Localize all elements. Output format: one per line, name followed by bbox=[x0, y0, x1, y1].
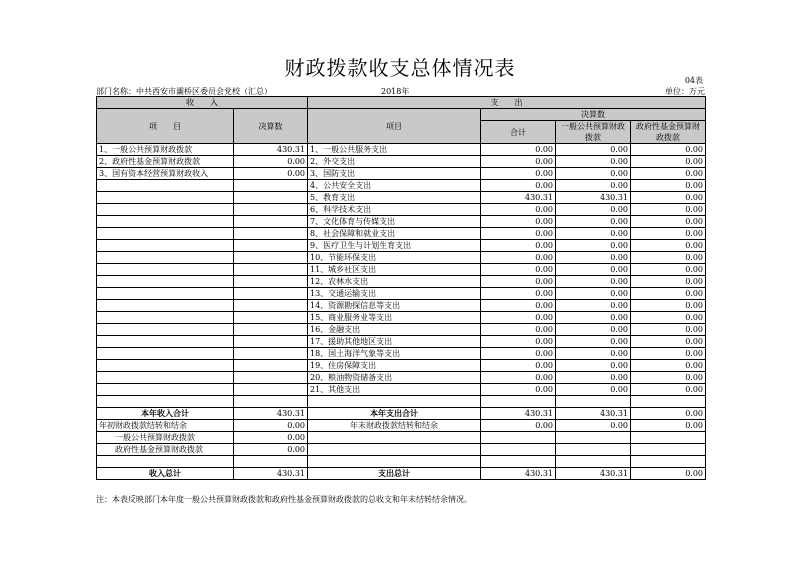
empty-cell bbox=[556, 396, 631, 408]
expenditure-general-value: 0.00 bbox=[556, 252, 631, 264]
expenditure-total-value: 0.00 bbox=[481, 336, 556, 348]
table-row bbox=[97, 252, 706, 264]
empty-cell bbox=[556, 456, 631, 468]
expenditure-total-value: 0.00 bbox=[481, 300, 556, 312]
general-budget-header: 一般公共预算财政拨款 bbox=[556, 121, 631, 144]
income-item-label bbox=[97, 192, 234, 204]
income-item-value bbox=[234, 276, 308, 288]
expenditure-fund-value: 0.00 bbox=[631, 276, 706, 288]
empty-cell bbox=[631, 456, 706, 468]
beginning-sub-label: 政府性基金预算财政拨款 bbox=[97, 444, 234, 456]
empty-cell bbox=[556, 432, 631, 444]
income-item-header: 项 目 bbox=[97, 109, 234, 144]
empty-cell bbox=[481, 396, 556, 408]
beginning-sub-row bbox=[97, 444, 706, 456]
expenditure-total-value: 0.00 bbox=[481, 372, 556, 384]
table-row bbox=[97, 312, 706, 324]
income-item-value: 0.00 bbox=[234, 156, 308, 168]
income-item-label bbox=[97, 228, 234, 240]
expenditure-total-value: 0.00 bbox=[481, 156, 556, 168]
footnote: 注：本表反映部门本年度一般公共预算财政拨款和政府性基金预算财政拨款的总收支和年末结转结余情况。 bbox=[96, 495, 472, 504]
expenditure-fund-value: 0.00 bbox=[631, 348, 706, 360]
empty-cell bbox=[556, 444, 631, 456]
income-item-label bbox=[97, 288, 234, 300]
expenditure-fund-value: 0.00 bbox=[631, 312, 706, 324]
report-year: 2018年 bbox=[381, 87, 410, 96]
table-row bbox=[97, 300, 706, 312]
expenditure-item-label: 20、粮油物资储备支出 bbox=[308, 372, 481, 384]
income-item-value bbox=[234, 336, 308, 348]
ending-balance-general: 0.00 bbox=[556, 420, 631, 432]
exp-grand-total-value: 430.31 bbox=[481, 468, 556, 480]
expenditure-general-value: 0.00 bbox=[556, 180, 631, 192]
income-item-label bbox=[97, 324, 234, 336]
expenditure-item-label: 4、公共安全支出 bbox=[308, 180, 481, 192]
empty-cell bbox=[308, 456, 481, 468]
expenditure-total-value: 0.00 bbox=[481, 228, 556, 240]
income-item-label: 3、国有资本经营预算财政收入 bbox=[97, 168, 234, 180]
table-row bbox=[97, 372, 706, 384]
expenditure-general-value: 0.00 bbox=[556, 324, 631, 336]
income-item-value bbox=[234, 372, 308, 384]
table-row bbox=[97, 348, 706, 360]
expenditure-general-value: 0.00 bbox=[556, 372, 631, 384]
expenditure-fund-value: 0.00 bbox=[631, 324, 706, 336]
expenditure-general-value: 0.00 bbox=[556, 228, 631, 240]
table-row bbox=[97, 192, 706, 204]
table-row bbox=[97, 288, 706, 300]
expenditure-item-label: 12、农林水支出 bbox=[308, 276, 481, 288]
income-item-value bbox=[234, 384, 308, 396]
beginning-balance-label: 年初财政拨款结转和结余 bbox=[97, 420, 234, 432]
expenditure-total-value: 0.00 bbox=[481, 168, 556, 180]
income-item-label bbox=[97, 300, 234, 312]
income-item-value bbox=[234, 252, 308, 264]
expenditure-general-value: 0.00 bbox=[556, 264, 631, 276]
income-item-value bbox=[234, 216, 308, 228]
balance-row bbox=[97, 420, 706, 432]
page-title: 财政拨款收支总体情况表 bbox=[284, 56, 516, 80]
table-row bbox=[97, 336, 706, 348]
table-row bbox=[97, 156, 706, 168]
expenditure-general-value: 0.00 bbox=[556, 144, 631, 156]
income-item-value bbox=[234, 228, 308, 240]
expenditure-total-value: 0.00 bbox=[481, 264, 556, 276]
annual-total-row bbox=[97, 408, 706, 420]
table-row bbox=[97, 216, 706, 228]
expenditure-item-label: 8、社会保障和就业支出 bbox=[308, 228, 481, 240]
expenditure-fund-value: 0.00 bbox=[631, 204, 706, 216]
expenditure-general-value: 0.00 bbox=[556, 216, 631, 228]
expenditure-fund-value: 0.00 bbox=[631, 192, 706, 204]
empty-cell bbox=[234, 456, 308, 468]
income-item-label bbox=[97, 360, 234, 372]
expenditure-item-label: 16、金融支出 bbox=[308, 324, 481, 336]
expenditure-fund-value: 0.00 bbox=[631, 384, 706, 396]
meta-row bbox=[96, 84, 705, 96]
income-item-label bbox=[97, 384, 234, 396]
expenditure-total-value: 0.00 bbox=[481, 240, 556, 252]
empty-cell bbox=[631, 432, 706, 444]
expenditure-general-value: 0.00 bbox=[556, 360, 631, 372]
expenditure-fund-value: 0.00 bbox=[631, 372, 706, 384]
expenditure-item-label: 14、资源勘探信息等支出 bbox=[308, 300, 481, 312]
expenditure-fund-value: 0.00 bbox=[631, 168, 706, 180]
exp-grand-total-label: 支出总计 bbox=[308, 468, 481, 480]
table-row bbox=[97, 240, 706, 252]
expenditure-total-value: 0.00 bbox=[481, 312, 556, 324]
expenditure-fund-value: 0.00 bbox=[631, 288, 706, 300]
income-item-value bbox=[234, 192, 308, 204]
expenditure-total-value: 0.00 bbox=[481, 324, 556, 336]
empty-cell bbox=[234, 396, 308, 408]
fiscal-table bbox=[96, 96, 706, 480]
exp-grand-fund-value: 0.00 bbox=[631, 468, 706, 480]
beginning-sub-value: 0.00 bbox=[234, 432, 308, 444]
expenditure-general-value: 0.00 bbox=[556, 276, 631, 288]
expenditure-total-value: 0.00 bbox=[481, 384, 556, 396]
expenditure-section-header: 支 出 bbox=[308, 97, 706, 109]
ending-balance-total: 0.00 bbox=[481, 420, 556, 432]
expenditure-item-header: 项目 bbox=[308, 109, 481, 144]
income-item-value bbox=[234, 288, 308, 300]
expenditure-general-value: 0.00 bbox=[556, 312, 631, 324]
table-row bbox=[97, 276, 706, 288]
empty-cell bbox=[631, 396, 706, 408]
income-item-value bbox=[234, 240, 308, 252]
expenditure-fund-value: 0.00 bbox=[631, 144, 706, 156]
table-row bbox=[97, 384, 706, 396]
table-row bbox=[97, 228, 706, 240]
expenditure-amount-header: 决算数 bbox=[481, 109, 706, 121]
expenditure-general-value: 0.00 bbox=[556, 156, 631, 168]
income-item-value bbox=[234, 204, 308, 216]
income-item-label bbox=[97, 204, 234, 216]
expenditure-fund-value: 0.00 bbox=[631, 264, 706, 276]
empty-cell bbox=[481, 444, 556, 456]
expenditure-general-value: 0.00 bbox=[556, 288, 631, 300]
expenditure-fund-value: 0.00 bbox=[631, 156, 706, 168]
form-number: 04表 bbox=[684, 76, 703, 85]
expenditure-item-label: 13、交通运输支出 bbox=[308, 288, 481, 300]
annual-exp-total-value: 430.31 bbox=[481, 408, 556, 420]
expenditure-item-label: 7、文化体育与传媒支出 bbox=[308, 216, 481, 228]
expenditure-total-value: 0.00 bbox=[481, 288, 556, 300]
income-item-value bbox=[234, 180, 308, 192]
expenditure-total-value: 430.31 bbox=[481, 192, 556, 204]
section-header-row bbox=[97, 97, 706, 109]
annual-exp-general-value: 430.31 bbox=[556, 408, 631, 420]
ending-balance-label: 年末财政拨款结转和结余 bbox=[308, 420, 481, 432]
expenditure-total-value: 0.00 bbox=[481, 180, 556, 192]
income-item-label bbox=[97, 216, 234, 228]
expenditure-general-value: 0.00 bbox=[556, 240, 631, 252]
expenditure-total-value: 0.00 bbox=[481, 216, 556, 228]
beginning-sub-value: 0.00 bbox=[234, 444, 308, 456]
empty-cell bbox=[97, 456, 234, 468]
income-item-label bbox=[97, 348, 234, 360]
expenditure-fund-value: 0.00 bbox=[631, 240, 706, 252]
expenditure-general-value: 0.00 bbox=[556, 168, 631, 180]
income-item-label bbox=[97, 180, 234, 192]
income-section-header: 收 入 bbox=[97, 97, 308, 109]
empty-cell bbox=[481, 456, 556, 468]
income-item-value bbox=[234, 312, 308, 324]
expenditure-general-value: 0.00 bbox=[556, 348, 631, 360]
empty-cell bbox=[97, 396, 234, 408]
expenditure-total-value: 0.00 bbox=[481, 276, 556, 288]
expenditure-general-value: 0.00 bbox=[556, 336, 631, 348]
income-item-label bbox=[97, 372, 234, 384]
expenditure-fund-value: 0.00 bbox=[631, 180, 706, 192]
empty-cell bbox=[631, 444, 706, 456]
income-item-label bbox=[97, 264, 234, 276]
column-header-row bbox=[97, 109, 706, 121]
table-row bbox=[97, 264, 706, 276]
expenditure-total-value: 0.00 bbox=[481, 144, 556, 156]
expenditure-general-value: 0.00 bbox=[556, 300, 631, 312]
income-item-value: 430.31 bbox=[234, 144, 308, 156]
unit-label: 单位：万元 bbox=[665, 87, 705, 96]
empty-cell bbox=[308, 432, 481, 444]
expenditure-fund-value: 0.00 bbox=[631, 336, 706, 348]
spacer-row bbox=[97, 396, 706, 408]
expenditure-item-label: 11、城乡社区支出 bbox=[308, 264, 481, 276]
income-grand-total-label: 收入总计 bbox=[97, 468, 234, 480]
table-row bbox=[97, 144, 706, 156]
expenditure-general-value: 0.00 bbox=[556, 384, 631, 396]
income-amount-header: 决算数 bbox=[234, 109, 308, 144]
expenditure-total-value: 0.00 bbox=[481, 252, 556, 264]
income-grand-total-value: 430.31 bbox=[234, 468, 308, 480]
expenditure-item-label: 1、一般公共服务支出 bbox=[308, 144, 481, 156]
empty-cell bbox=[308, 444, 481, 456]
expenditure-fund-value: 0.00 bbox=[631, 228, 706, 240]
exp-grand-general-value: 430.31 bbox=[556, 468, 631, 480]
income-item-label bbox=[97, 336, 234, 348]
income-item-value bbox=[234, 360, 308, 372]
beginning-sub-row bbox=[97, 432, 706, 444]
annual-exp-total-label: 本年支出合计 bbox=[308, 408, 481, 420]
ending-balance-fund: 0.00 bbox=[631, 420, 706, 432]
expenditure-total-value: 0.00 bbox=[481, 360, 556, 372]
expenditure-total-value: 0.00 bbox=[481, 204, 556, 216]
expenditure-item-label: 6、科学技术支出 bbox=[308, 204, 481, 216]
expenditure-item-label: 2、外交支出 bbox=[308, 156, 481, 168]
total-header: 合计 bbox=[481, 121, 556, 144]
expenditure-item-label: 19、住房保障支出 bbox=[308, 360, 481, 372]
empty-cell bbox=[481, 432, 556, 444]
annual-exp-fund-value: 0.00 bbox=[631, 408, 706, 420]
grand-total-row bbox=[97, 468, 706, 480]
empty-cell bbox=[308, 396, 481, 408]
income-item-value bbox=[234, 324, 308, 336]
expenditure-item-label: 9、医疗卫生与计划生育支出 bbox=[308, 240, 481, 252]
income-item-label bbox=[97, 276, 234, 288]
expenditure-fund-value: 0.00 bbox=[631, 300, 706, 312]
table-row bbox=[97, 168, 706, 180]
department-name: 部门名称：中共西安市灞桥区委员会党校（汇总） bbox=[96, 87, 272, 96]
expenditure-fund-value: 0.00 bbox=[631, 252, 706, 264]
expenditure-item-label: 21、其他支出 bbox=[308, 384, 481, 396]
expenditure-general-value: 430.31 bbox=[556, 192, 631, 204]
income-item-value bbox=[234, 348, 308, 360]
expenditure-item-label: 5、教育支出 bbox=[308, 192, 481, 204]
table-row bbox=[97, 180, 706, 192]
expenditure-fund-value: 0.00 bbox=[631, 360, 706, 372]
expenditure-item-label: 3、国防支出 bbox=[308, 168, 481, 180]
table-row bbox=[97, 360, 706, 372]
expenditure-general-value: 0.00 bbox=[556, 204, 631, 216]
income-item-value bbox=[234, 264, 308, 276]
beginning-sub-label: 一般公共预算财政拨款 bbox=[97, 432, 234, 444]
income-item-label: 2、政府性基金预算财政拨款 bbox=[97, 156, 234, 168]
income-item-label: 1、一般公共预算财政拨款 bbox=[97, 144, 234, 156]
table-row bbox=[97, 324, 706, 336]
beginning-balance-value: 0.00 bbox=[234, 420, 308, 432]
income-item-label bbox=[97, 312, 234, 324]
expenditure-item-label: 15、商业服务业等支出 bbox=[308, 312, 481, 324]
income-item-value: 0.00 bbox=[234, 168, 308, 180]
expenditure-total-value: 0.00 bbox=[481, 348, 556, 360]
income-item-value bbox=[234, 300, 308, 312]
expenditure-fund-value: 0.00 bbox=[631, 216, 706, 228]
annual-income-total-label: 本年收入合计 bbox=[97, 408, 234, 420]
expenditure-item-label: 18、国土海洋气象等支出 bbox=[308, 348, 481, 360]
table-row bbox=[97, 204, 706, 216]
expenditure-item-label: 17、援助其他地区支出 bbox=[308, 336, 481, 348]
expenditure-item-label: 10、节能环保支出 bbox=[308, 252, 481, 264]
spacer-row bbox=[97, 456, 706, 468]
annual-income-total-value: 430.31 bbox=[234, 408, 308, 420]
gov-fund-header: 政府性基金预算财政拨款 bbox=[631, 121, 706, 144]
income-item-label bbox=[97, 240, 234, 252]
income-item-label bbox=[97, 252, 234, 264]
